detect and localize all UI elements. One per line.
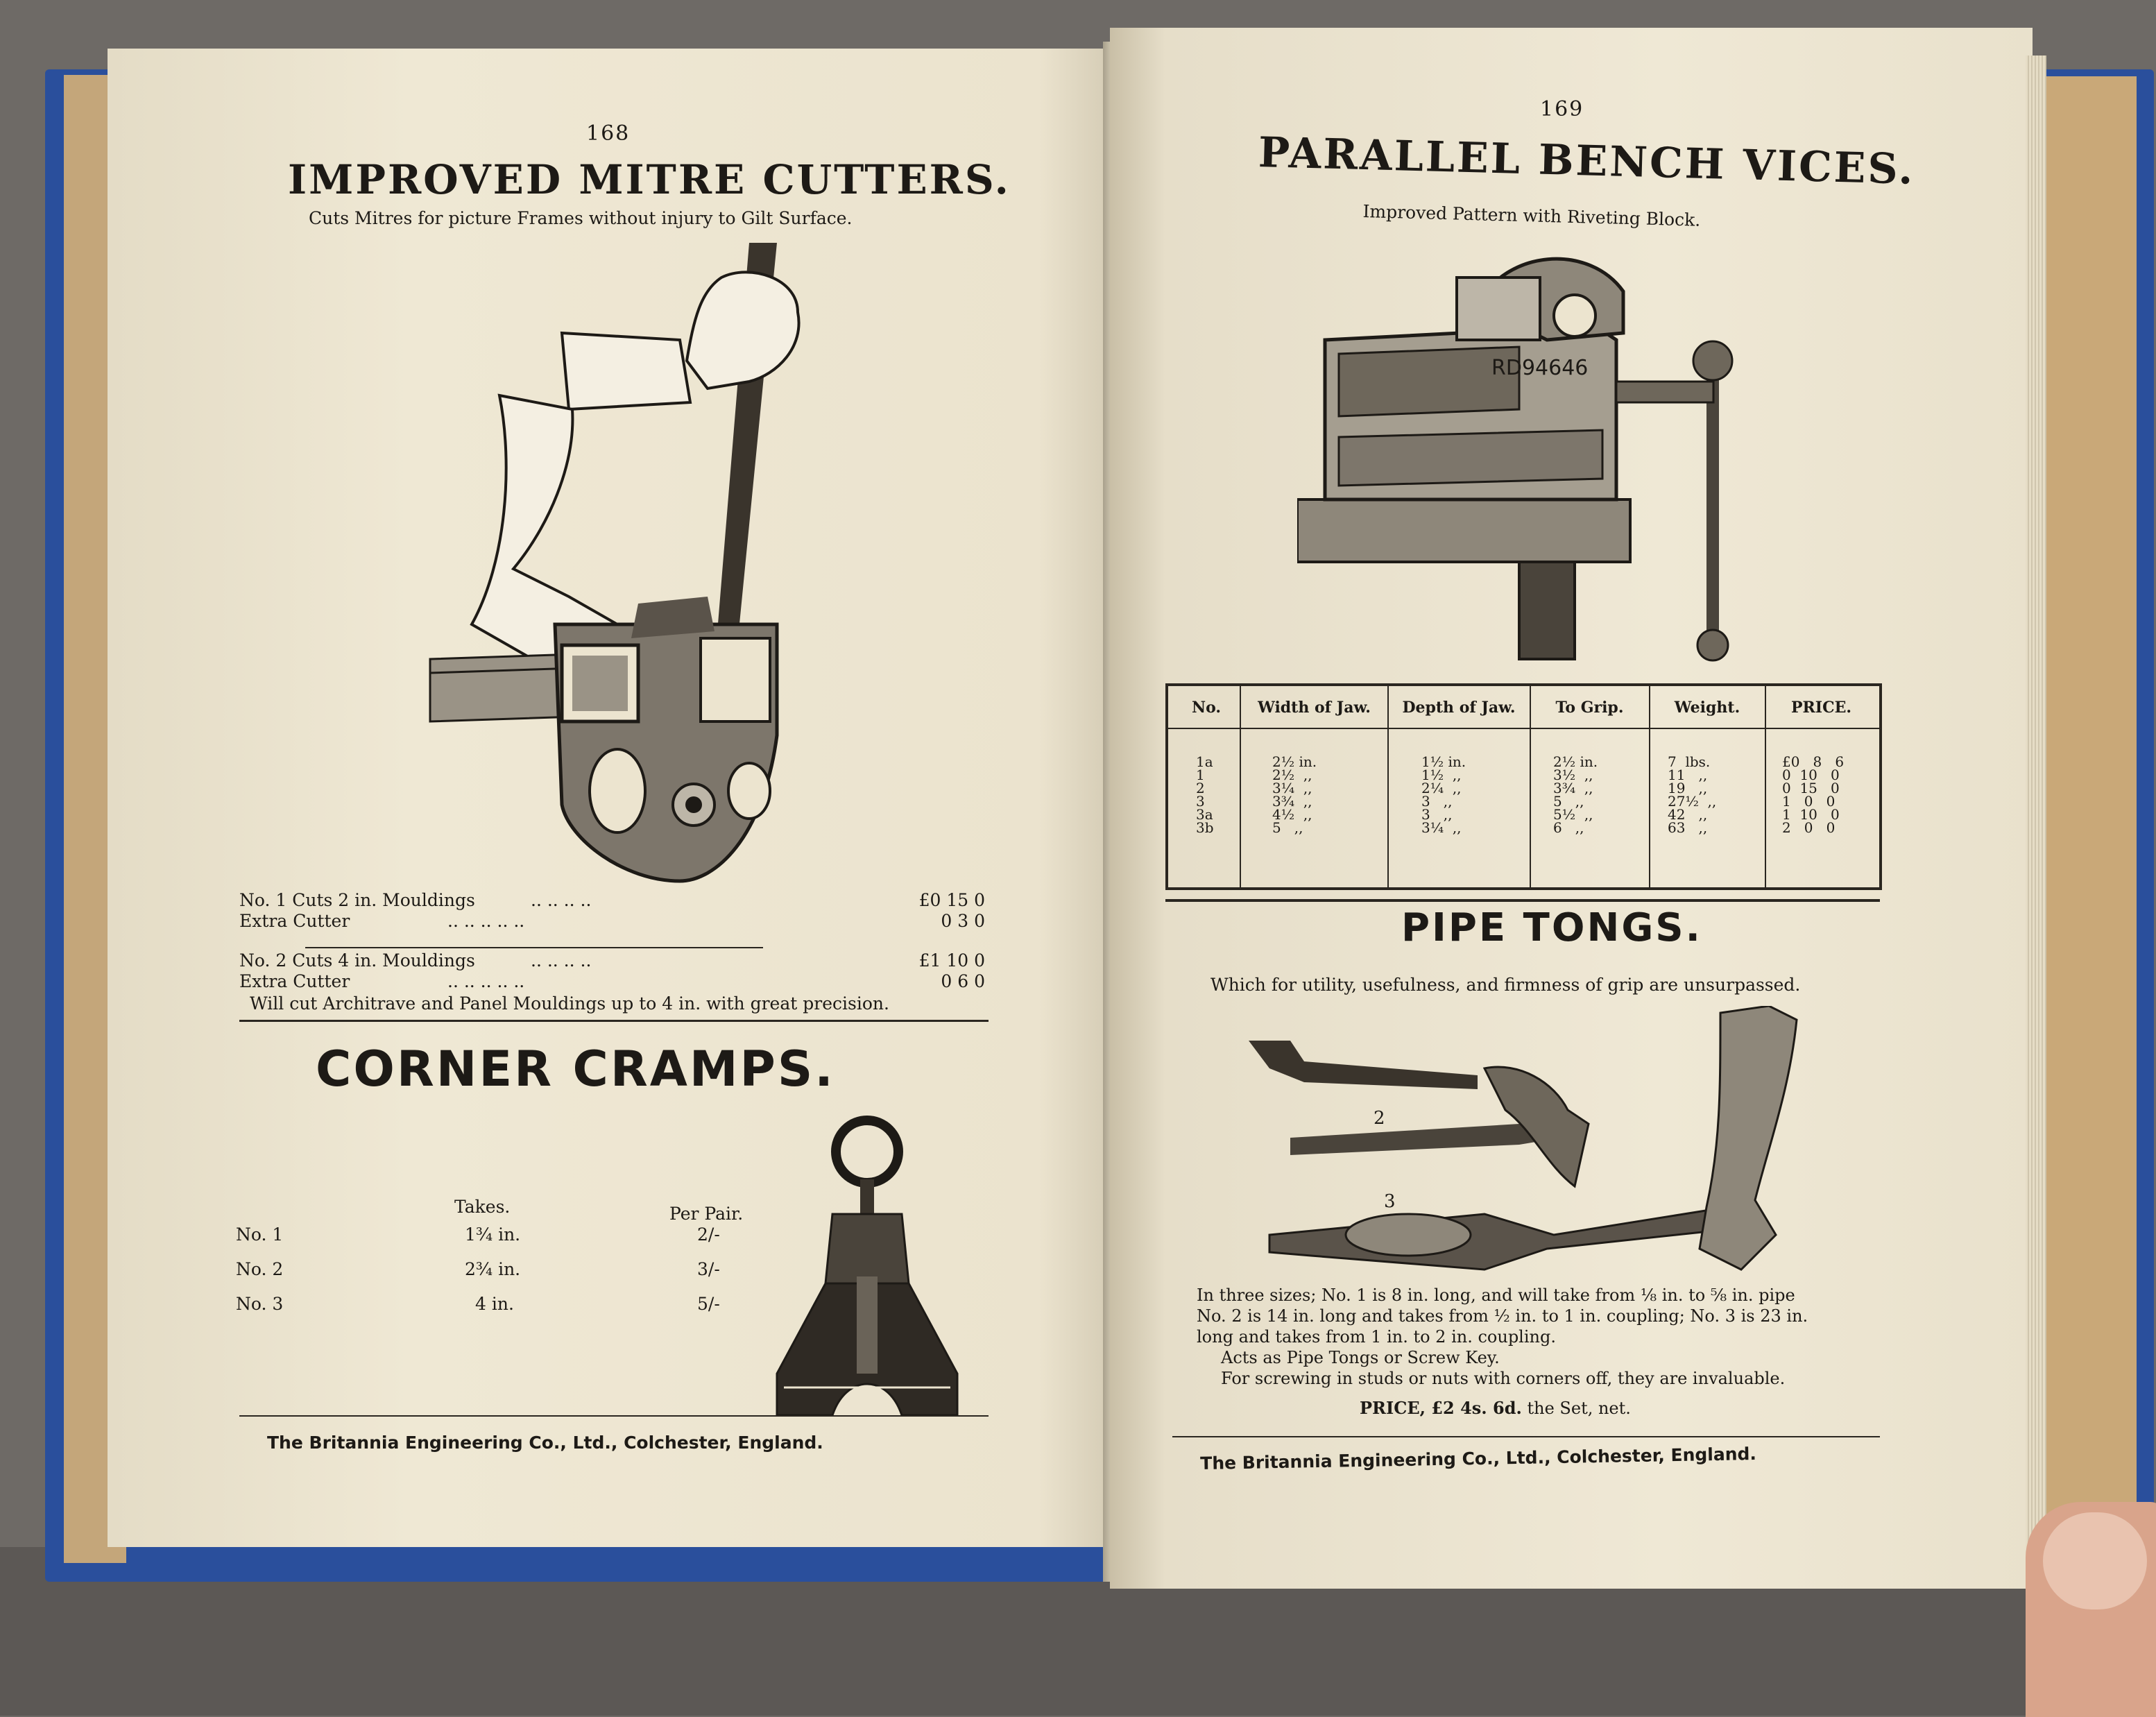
vices-header-width: Width of Jaw. <box>1258 699 1371 717</box>
cramp-takes: 4 in. <box>475 1294 514 1314</box>
vices-col-no: 1a 1 2 3 3a 3b <box>1196 753 1214 836</box>
right-footer: The Britannia Engineering Co., Ltd., Colchester, England. <box>1200 1444 1757 1473</box>
vices-header-no: No. <box>1191 699 1222 717</box>
mitre-row-label: No. 1 Cuts 2 in. Mouldings <box>239 890 475 910</box>
cramps-col-price: Per Pair. <box>669 1204 744 1224</box>
tongs-price-suffix: the Set, net. <box>1527 1399 1631 1418</box>
bench-vices-subtitle: Improved Pattern with Riveting Block. <box>1362 201 1701 230</box>
tongs-price-label: PRICE, £2 4s. 6d. <box>1360 1398 1522 1418</box>
leader-dots: .. .. .. .. <box>531 890 592 910</box>
leader-dots: .. .. .. .. <box>531 950 592 971</box>
cramp-row-1 <box>236 1224 720 1245</box>
page-number-168: 168 <box>586 121 631 146</box>
mitre-note: Will cut Architrave and Panel Mouldings up to 4 in. with great precision. <box>250 993 889 1014</box>
column-rule <box>1530 686 1531 887</box>
cramp-no: No. 3 <box>236 1294 284 1314</box>
tongs-desc-3: long and takes from 1 in. to 2 in. coupling. <box>1197 1327 1556 1347</box>
mitre-divider <box>305 947 763 948</box>
vices-col-weight: 7 lbs. 11 ,, 19 ,, 27½ ,, 42 ,, 63 ,, <box>1668 753 1717 836</box>
vices-header-grip: To Grip. <box>1555 699 1624 717</box>
pipe-tongs-subtitle: Which for utility, usefulness, and firmness of grip are unsurpassed. <box>1210 975 1801 995</box>
column-rule <box>1240 686 1241 887</box>
section-rule <box>239 1020 989 1022</box>
mitre-cutters-title: IMPROVED MITRE CUTTERS. <box>288 156 1011 203</box>
mitre-row-label: No. 2 Cuts 4 in. Mouldings <box>239 950 475 971</box>
right-footer-rule <box>1172 1436 1880 1437</box>
mitre-row-label: Extra Cutter <box>239 911 350 931</box>
thumb-nail <box>2043 1512 2147 1609</box>
tongs-desc-2: No. 2 is 14 in. long and takes from ½ in. to 1 in. coupling; No. 3 is 23 in. <box>1197 1306 1808 1326</box>
cramp-row-2 <box>236 1259 720 1279</box>
mitre-row-label: Extra Cutter <box>239 971 350 991</box>
leader-dots: .. .. .. .. .. <box>447 911 525 931</box>
vices-header-weight: Weight. <box>1674 699 1740 717</box>
section-rule <box>1165 899 1880 902</box>
column-rule <box>1649 686 1650 887</box>
cramp-price: 5/- <box>697 1294 720 1314</box>
corner-cramp-illustration <box>763 1110 964 1429</box>
tongs-price <box>1360 1398 1631 1418</box>
vices-table <box>1165 683 1882 890</box>
tongs-desc-1: In three sizes; No. 1 is 8 in. long, and will take from ⅛ in. to ⅝ in. pipe <box>1197 1285 1795 1305</box>
column-rule <box>1387 686 1389 887</box>
cramp-price: 2/- <box>697 1224 720 1245</box>
corner-cramps-title: CORNER CRAMPS. <box>316 1041 835 1097</box>
column-rule <box>1765 686 1766 887</box>
cramp-price: 3/- <box>697 1259 720 1279</box>
table-header-rule <box>1168 728 1879 729</box>
mitre-cutter-illustration <box>388 236 819 902</box>
vices-col-depth: 1½ in. 1½ ,, 2¼ ,, 3 ,, 3 ,, 3¼ ,, <box>1421 753 1466 836</box>
leader-dots: .. .. .. .. .. <box>447 971 525 991</box>
pipe-tongs-illustration <box>1242 1006 1831 1297</box>
bench-vice-illustration <box>1297 250 1797 680</box>
mitre-row-price: £0 15 0 <box>918 890 985 910</box>
vices-header-depth: Depth of Jaw. <box>1402 699 1516 717</box>
page-edges <box>2026 55 2046 1575</box>
bench-vices-title: PARALLEL BENCH VICES. <box>1258 128 1916 194</box>
vices-col-price: £0 8 6 0 10 0 0 15 0 1 0 0 1 10 0 2 0 0 <box>1782 753 1845 836</box>
vices-col-grip: 2½ in. 3½ ,, 3¾ ,, 5 ,, 5½ ,, 6 ,, <box>1553 753 1598 836</box>
pipe-tongs-title: PIPE TONGS. <box>1401 905 1702 950</box>
mitre-row-price: £1 10 0 <box>918 950 985 971</box>
tongs-desc-4: Acts as Pipe Tongs or Screw Key. <box>1221 1348 1500 1367</box>
left-footer-rule <box>239 1415 989 1417</box>
page-number-169: 169 <box>1540 97 1584 121</box>
vice-stamp: RD94646 <box>1491 356 1589 380</box>
tong-label-2: 2 <box>1374 1108 1385 1129</box>
tongs-desc-5: For screwing in studs or nuts with corners off, they are invaluable. <box>1221 1369 1786 1388</box>
cramp-no: No. 2 <box>236 1259 284 1279</box>
mitre-row-price: 0 6 0 <box>941 971 985 991</box>
vices-header-price: PRICE. <box>1790 699 1852 717</box>
cramp-takes: 1¾ in. <box>465 1224 521 1245</box>
cramp-takes: 2¾ in. <box>465 1259 521 1279</box>
mitre-cutters-subtitle: Cuts Mitres for picture Frames without injury to Gilt Surface. <box>309 208 853 228</box>
cramps-col-takes: Takes. <box>454 1197 511 1217</box>
cramp-no: No. 1 <box>236 1224 284 1245</box>
mitre-row-price: 0 3 0 <box>941 911 985 931</box>
tong-label-3: 3 <box>1384 1191 1396 1212</box>
left-footer: The Britannia Engineering Co., Ltd., Colchester, England. <box>267 1433 823 1453</box>
cramp-row-3 <box>236 1294 720 1314</box>
vices-col-width: 2½ in. 2½ ,, 3¼ ,, 3¾ ,, 4½ ,, 5 ,, <box>1272 753 1317 836</box>
